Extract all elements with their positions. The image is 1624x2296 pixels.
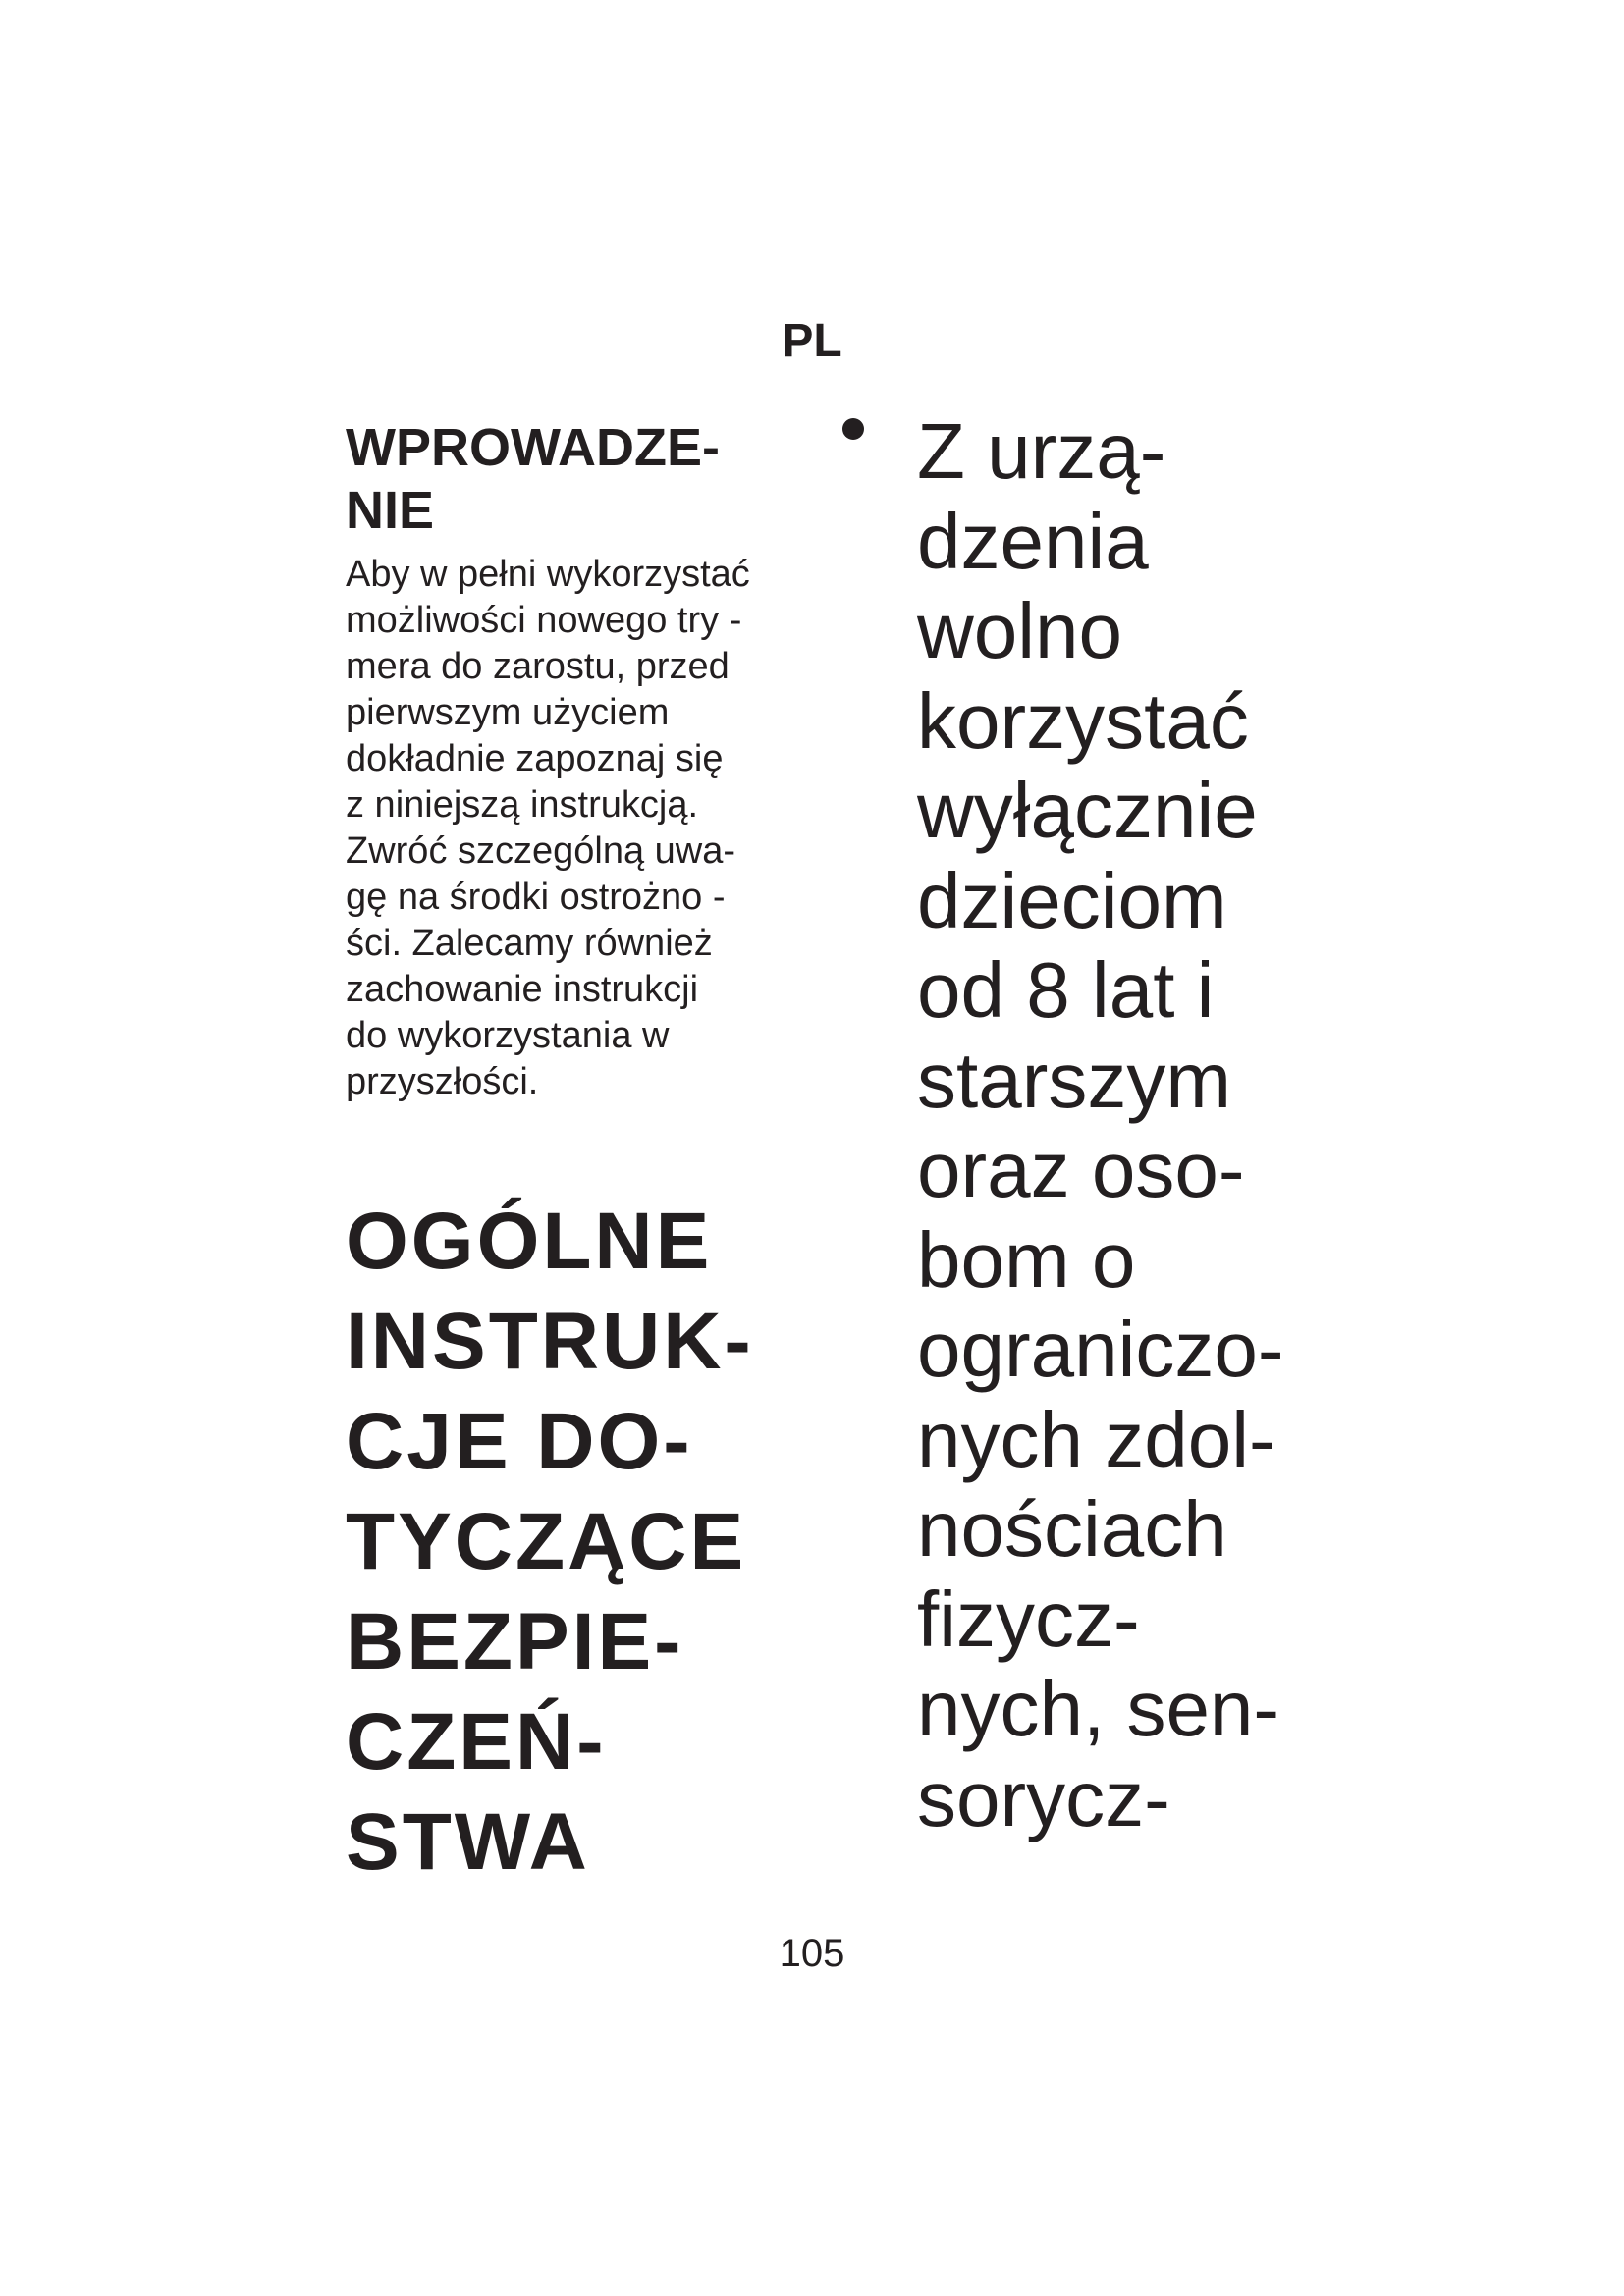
body-line: przyszłości. [346, 1061, 539, 1102]
heading-line: TYCZĄCE [346, 1497, 747, 1586]
heading-line: CJE DO- [346, 1397, 693, 1486]
bullet-line: od 8 lat i [917, 946, 1215, 1034]
bullet-line: korzystać [917, 676, 1249, 765]
safety-heading [346, 1192, 754, 1893]
bullet-line: ograniczo- [917, 1306, 1284, 1393]
body-line: pierwszym użyciem [346, 692, 670, 733]
bullet-line: oraz oso- [917, 1126, 1245, 1213]
language-code: PL [782, 315, 842, 367]
heading-line: STWA [346, 1797, 590, 1887]
bullet-line: wolno [917, 587, 1123, 674]
heading-line: OGÓLNE [346, 1197, 713, 1286]
bullet-line: sorycz- [917, 1754, 1170, 1842]
heading-line: BEZPIE- [346, 1597, 684, 1686]
heading-line: INSTRUK- [346, 1297, 754, 1386]
introduction-section [346, 416, 797, 1105]
page-number: 105 [779, 1932, 845, 1975]
bullet-line: nych zdol- [917, 1395, 1275, 1483]
bullet-icon [842, 418, 864, 440]
body-line: Aby w pełni wykorzystać [346, 554, 750, 595]
bullet-text [917, 406, 1329, 1843]
bullet-line: dzenia [917, 497, 1149, 585]
body-line: do wykorzystania w [346, 1015, 670, 1056]
body-line: ści. Zalecamy również [346, 923, 713, 964]
bullet-line: starszym [917, 1036, 1231, 1124]
body-line: zachowanie instrukcji [346, 969, 699, 1010]
heading-line: NIE [346, 481, 435, 540]
body-line: gę na środki ostrożno - [346, 877, 726, 918]
body-line: z niniejszą instrukcją. [346, 784, 699, 826]
bullet-line: Z urzą- [917, 407, 1166, 495]
introduction-body [346, 552, 797, 1105]
introduction-heading [346, 416, 797, 542]
body-line: dokładnie zapoznaj się [346, 738, 724, 779]
body-line: możliwości nowego try - [346, 600, 742, 641]
bullet-line: wyłącznie [917, 767, 1258, 854]
bullet-line: nych, sen- [917, 1665, 1280, 1752]
bullet-line: fizycz- [917, 1575, 1140, 1663]
heading-line: WPROWADZE- [346, 418, 720, 477]
heading-line: CZEŃ- [346, 1697, 607, 1787]
body-line: Zwróć szczególną uwa- [346, 830, 736, 872]
body-line: mera do zarostu, przed [346, 646, 730, 687]
bullet-line: dzieciom [917, 856, 1227, 944]
bullet-line: nościach [917, 1485, 1227, 1573]
bullet-line: bom o [917, 1215, 1136, 1304]
